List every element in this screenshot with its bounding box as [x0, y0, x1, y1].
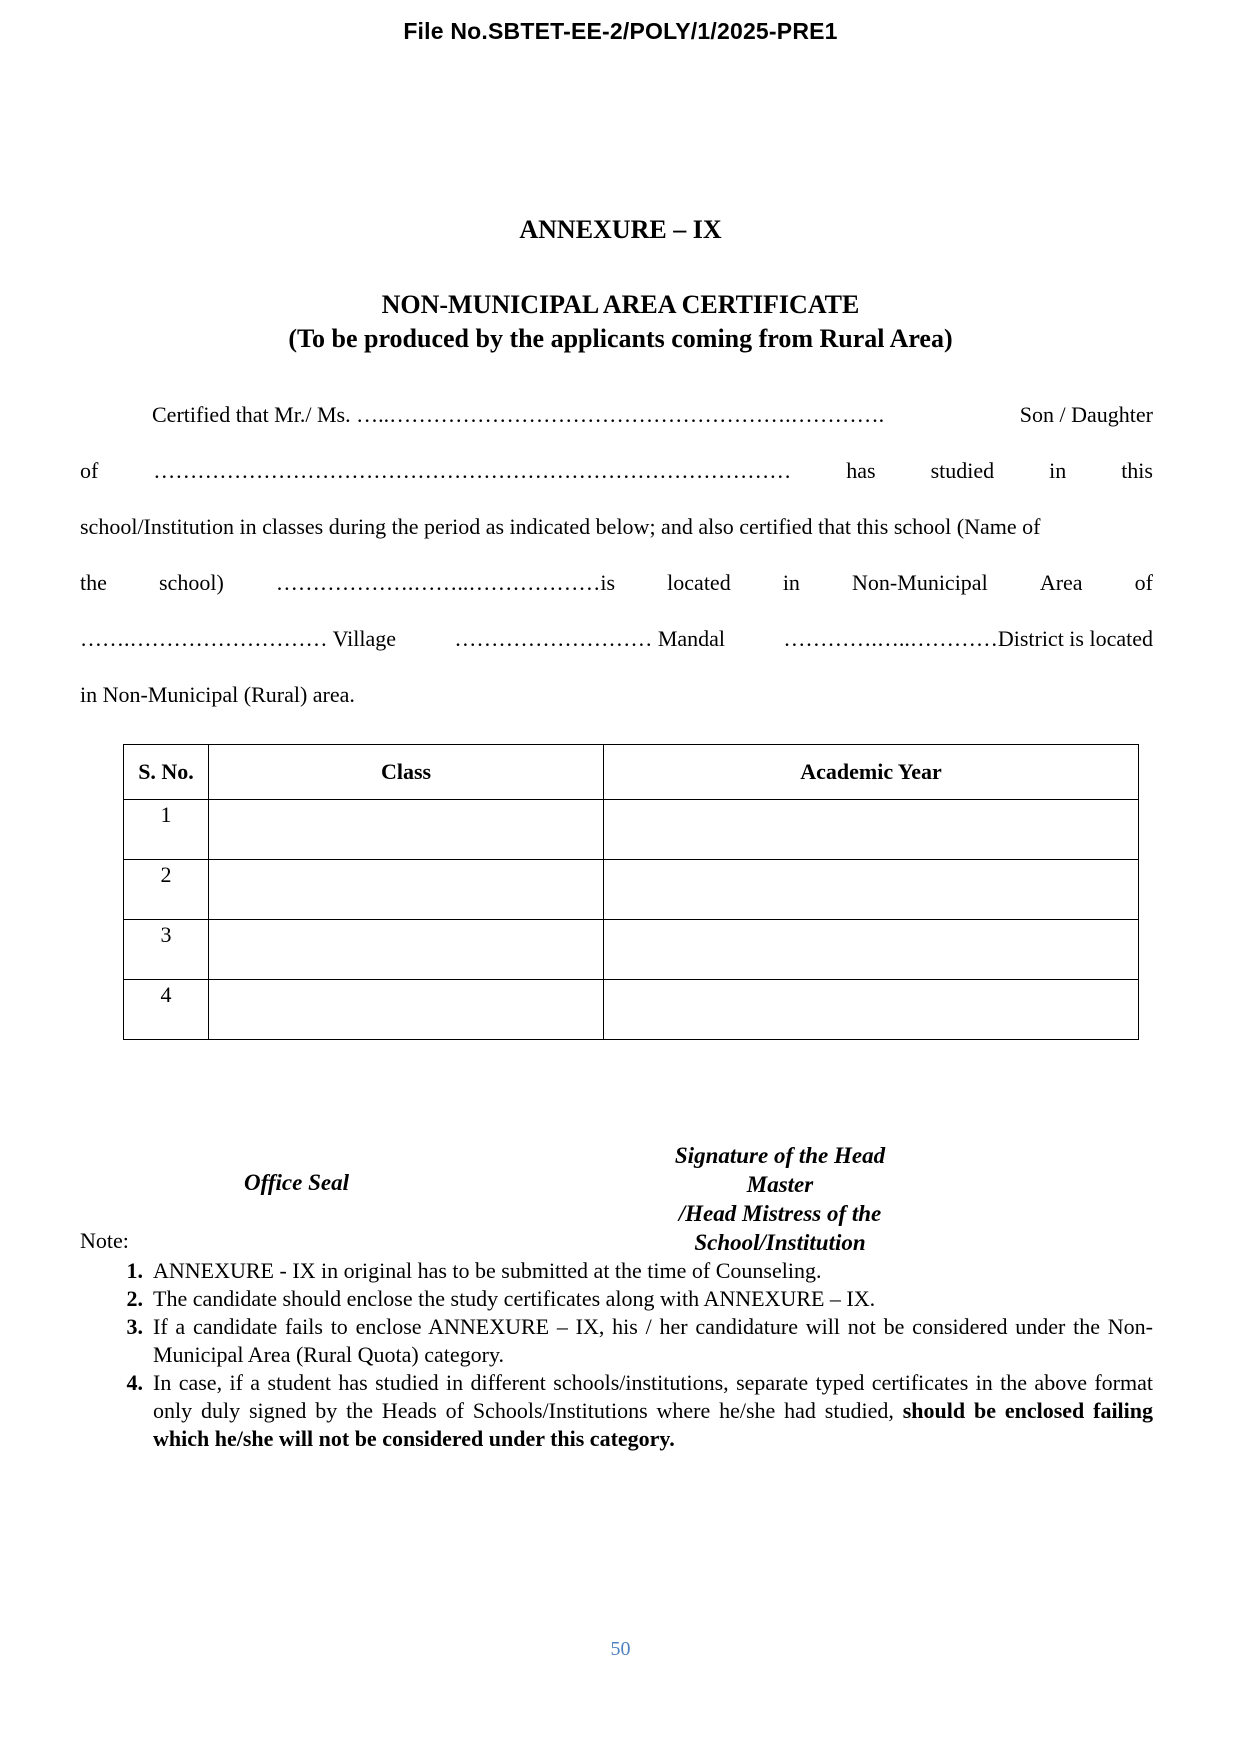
academic-years-table [123, 744, 1139, 1040]
note-number: 1. [126, 1258, 143, 1283]
table-row [124, 980, 1139, 1040]
signature-line-3: School/Institution [694, 1230, 866, 1255]
district-blank: ………….…..…………District is located [783, 626, 1153, 651]
text-word: Area [1039, 570, 1083, 595]
note-text-regular: In case, if a student has studied in different schools/institutions, separate typed certificates in the above format only duly signed by the Heads of Schools/Institutions where he/she had studied, [153, 1370, 1153, 1423]
body-line-6: in Non-Municipal (Rural) area. [80, 682, 355, 707]
certified-name-blank: Certified that Mr./ Ms. …..……………………………………………….…………. [152, 402, 885, 427]
academic-year-header: Academic Year [604, 745, 1139, 800]
sno-cell: 3 [124, 920, 209, 980]
mandal-blank: ……………………… Mandal [454, 626, 726, 651]
text-word: this [1121, 458, 1153, 483]
note-heading: Note: [80, 1228, 129, 1253]
sno-cell: 4 [124, 980, 209, 1040]
text-word: has [846, 458, 876, 483]
certificate-subtitle: (To be produced by the applicants coming from Rural Area) [288, 324, 953, 353]
text-word: school) [159, 570, 224, 595]
son-daughter-label: Son / Daughter [1019, 402, 1153, 427]
sno-cell: 1 [124, 800, 209, 860]
academic-year-cell[interactable] [604, 800, 1139, 860]
text-word: Non-Municipal [852, 570, 988, 595]
note-text: If a candidate fails to enclose ANNEXURE – IX, his / her candidature will not be considered under the Non-Municipal Area (Rural Quota) category. [153, 1314, 1153, 1367]
note-text: The candidate should enclose the study certificates along with ANNEXURE – IX. [153, 1286, 876, 1311]
table-row [124, 860, 1139, 920]
text-word: the [80, 570, 107, 595]
body-line-2 [80, 458, 1153, 484]
note-number: 2. [126, 1286, 143, 1311]
text-word: located [667, 570, 731, 595]
file-number: File No.SBTET-EE-2/POLY/1/2025-PRE1 [403, 18, 838, 44]
class-cell[interactable] [209, 800, 604, 860]
note-text [153, 1369, 1153, 1453]
class-cell[interactable] [209, 920, 604, 980]
note-item [80, 1285, 1153, 1313]
sno-header: S. No. [124, 745, 209, 800]
annexure-heading: ANNEXURE – IX [519, 215, 722, 244]
note-number: 4. [126, 1370, 143, 1395]
table-row [124, 800, 1139, 860]
class-cell[interactable] [209, 980, 604, 1040]
signature-line-1: Signature of the Head Master [674, 1143, 886, 1197]
signature-block [640, 1141, 920, 1257]
academic-year-cell[interactable] [604, 980, 1139, 1040]
table-row [124, 920, 1139, 980]
text-word: in [1049, 458, 1067, 483]
village-blank: …….……………………… Village [80, 626, 397, 651]
text-word: in [782, 570, 800, 595]
notes-list [80, 1257, 1153, 1453]
text-word: studied [930, 458, 995, 483]
note-item [80, 1313, 1153, 1369]
class-header: Class [209, 745, 604, 800]
note-item [80, 1369, 1153, 1453]
signature-line-2: /Head Mistress of the [678, 1201, 882, 1226]
sno-cell: 2 [124, 860, 209, 920]
academic-year-cell[interactable] [604, 860, 1139, 920]
body-line-4 [80, 570, 1153, 596]
body-line-1 [152, 402, 1153, 428]
text-word: of [80, 458, 99, 483]
page-number: 50 [610, 1638, 631, 1660]
school-name-blank: ……………….……..………………is [275, 570, 616, 595]
parent-name-blank: …………………………………………………………………………… [153, 458, 792, 483]
class-cell[interactable] [209, 860, 604, 920]
note-item [80, 1257, 1153, 1285]
body-line-5 [80, 626, 1153, 652]
academic-year-cell[interactable] [604, 920, 1139, 980]
note-number: 3. [126, 1314, 143, 1339]
note-text-bold: should be enclosed failing which he/she will not be considered under this category. [153, 1398, 1154, 1451]
table-header-row [124, 745, 1139, 800]
office-seal-label: Office Seal [244, 1170, 349, 1195]
note-text: ANNEXURE - IX in original has to be submitted at the time of Counseling. [153, 1258, 822, 1283]
text-word: of [1134, 570, 1153, 595]
certificate-title: NON-MUNICIPAL AREA CERTIFICATE [381, 290, 860, 319]
body-line-3: school/Institution in classes during the period as indicated below; and also certified that this school (Name of [80, 514, 1041, 539]
